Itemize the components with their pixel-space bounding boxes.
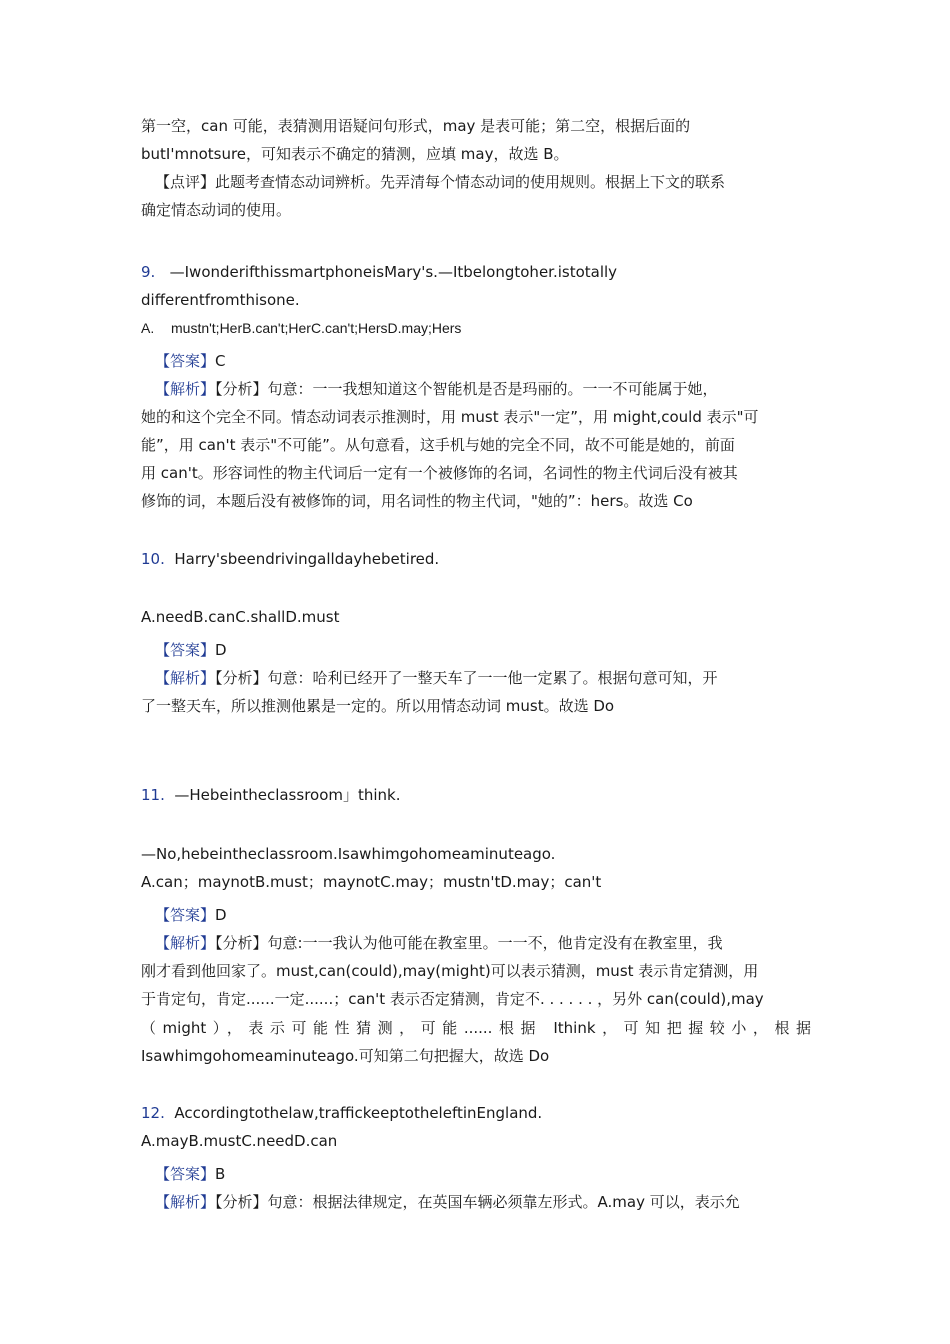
analysis-tag: 【解析】	[155, 669, 216, 687]
question-number: 12.	[141, 1104, 165, 1122]
question-12-options: A.mayB.mustC.needD.can	[141, 1132, 338, 1150]
question-text: —Hebeintheclassroom」think.	[174, 786, 401, 804]
question-11-options: A.can；maynotB.must；maynotC.may；mustn'tD.may；can't	[141, 873, 602, 891]
question-9-options	[141, 318, 811, 338]
answer-11	[155, 905, 825, 925]
answer-value: C	[215, 352, 226, 370]
answer-12	[155, 1164, 825, 1184]
analysis-9-line-5: 修饰的词，本题后没有被修饰的词，用名词性的物主代词，"她的”：hers。故选 Co	[141, 492, 693, 510]
analysis-11-line-1	[155, 933, 811, 953]
analysis-9-line-2: 她的和这个完全不同。情态动词表示推测时，用 must 表示"一定”，用 might,could 表示"可	[141, 408, 759, 426]
analysis-text: 句意：哈利已经开了一整天车了一一他一定累了。根据句意可知，开	[267, 669, 718, 687]
answer-9	[155, 351, 825, 371]
question-number: 11.	[141, 786, 165, 804]
fenxi-tag: 【分析】	[215, 669, 268, 687]
analysis-text: 句意：一一我想知道这个智能机是否是玛丽的。一一不可能属于她，	[267, 380, 718, 398]
analysis-tag: 【解析】	[155, 1193, 216, 1211]
fenxi-tag: 【分析】	[215, 1193, 268, 1211]
intro-line-4: 确定情态动词的使用。	[141, 201, 292, 219]
intro-line-2: butI'mnotsure，可知表示不确定的猜测，应填 may，故选 B。	[141, 145, 569, 163]
analysis-11-line-2: 刚才看到他回家了。must,can(could),may(might)可以表示猜测，must 表示肯定猜测，用	[141, 962, 759, 980]
option-label: A.	[141, 320, 155, 336]
analysis-12-line-1	[155, 1192, 811, 1212]
analysis-text: 句意：根据法律规定，在英国车辆必须靠左形式。A.may 可以，表示允	[267, 1193, 740, 1211]
analysis-10-line-1	[155, 668, 811, 688]
question-9-cont: differentfromthisone.	[141, 291, 300, 309]
fenxi-tag: 【分析】	[215, 934, 268, 952]
fenxi-tag: 【分析】	[215, 380, 268, 398]
analysis-9-line-3: 能”，用 can't 表示"不可能”。从句意看，这手机与她的完全不同，故不可能是她的，前面	[141, 436, 735, 454]
analysis-10-line-2: 了一整天车，所以推测他累是一定的。所以用情态动词 must。故选 Do	[141, 697, 615, 715]
analysis-11-line-4: （might），表示可能性猜测，可能......根据 Ithink，可知把握较小，根据	[141, 1019, 811, 1037]
analysis-11-line-5: Isawhimgohomeaminuteago.可知第二句把握大，故选 Do	[141, 1047, 550, 1065]
answer-tag: 【答案】	[155, 906, 216, 924]
answer-value: B	[215, 1165, 226, 1183]
analysis-tag: 【解析】	[155, 380, 216, 398]
question-text: Accordingtothelaw,traffickeeptotheleftinEngland.	[174, 1104, 543, 1122]
comment-tag: 【点评】	[155, 173, 216, 191]
question-12	[141, 1103, 811, 1123]
answer-value: D	[215, 641, 227, 659]
analysis-9-line-1	[155, 379, 811, 399]
answer-10	[155, 640, 825, 660]
comment-text: 此题考查情态动词辨析。先弄清每个情态动词的使用规则。根据上下文的联系	[215, 173, 726, 191]
analysis-tag: 【解析】	[155, 934, 216, 952]
question-text: —IwonderifthissmartphoneisMary's.—Itbelongtoher.istotally	[169, 263, 618, 281]
answer-tag: 【答案】	[155, 1165, 216, 1183]
comment-line	[155, 172, 825, 192]
question-10-options: A.needB.canC.shallD.must	[141, 608, 340, 626]
options-text: mustn't;HerB.can't;HerC.can't;HersD.may;Hers	[171, 320, 462, 336]
analysis-9-line-4: 用 can't。形容词性的物主代词后一定有一个被修饰的名词，名词性的物主代词后没有被其	[141, 464, 738, 482]
question-10	[141, 549, 811, 569]
question-number: 10.	[141, 550, 165, 568]
question-11	[141, 785, 811, 805]
question-text: Harry'sbeendrivingalldayhebetired.	[174, 550, 440, 568]
answer-tag: 【答案】	[155, 641, 216, 659]
analysis-text: 句意:一一我认为他可能在教室里。一一不，他肯定没有在教室里，我	[267, 934, 723, 952]
analysis-11-line-3: 于肯定句，肯定......一定......；can't 表示否定猜测，肯定不. . . . . . ，另外 can(could),may	[141, 990, 764, 1008]
question-11-cont: —No,hebeintheclassroom.Isawhimgohomeaminuteago.	[141, 845, 556, 863]
question-9	[141, 262, 811, 282]
answer-tag: 【答案】	[155, 352, 216, 370]
intro-line-1: 第一空，can 可能，表猜测用语疑问句形式，may 是表可能；第二空，根据后面的	[141, 117, 691, 135]
answer-value: D	[215, 906, 227, 924]
question-number: 9.	[141, 263, 156, 281]
